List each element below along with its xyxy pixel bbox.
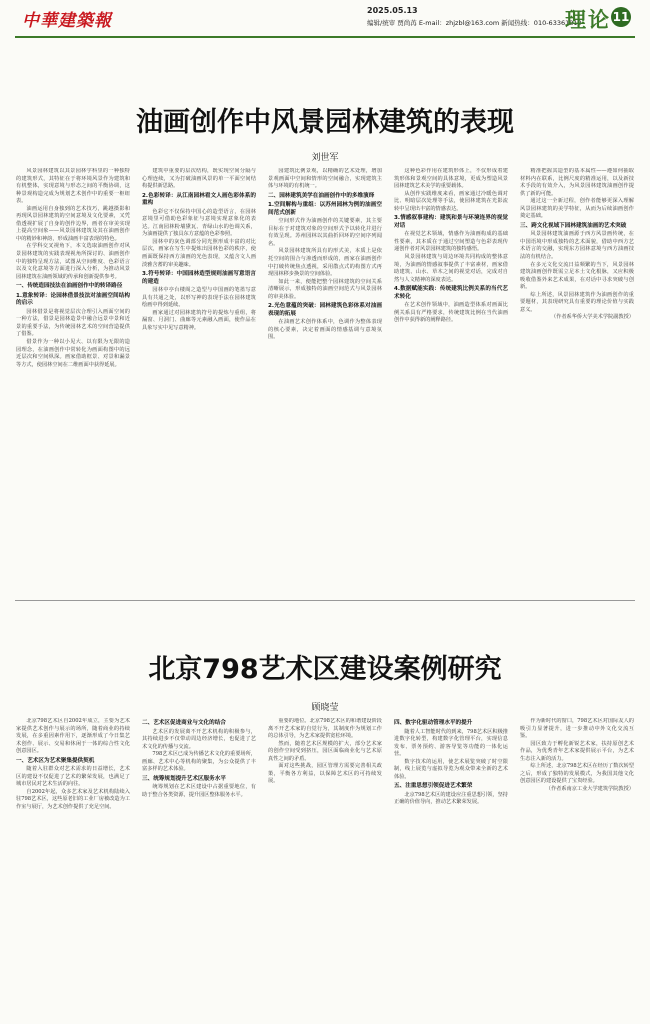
article-1-column xyxy=(16,168,130,588)
paragraph: 风景园林建筑以其景园林学科里的一种独特的建筑形式，其特征在于将环境风景作为建筑和有机整体，实现意境与形态之间的平衡协调，这种景观构造完成为规划艺术创作中的重要一枢纽表。 xyxy=(16,168,130,205)
section-heading: 一、传统造园技法在油画创作中的转译路径 xyxy=(16,283,123,290)
page-header xyxy=(0,0,650,44)
section-heading: 3.情感叙事建构：建筑和景与环境连界的视觉对话 xyxy=(394,215,508,229)
paragraph: 综上所述，风景园林建筑作为油画创作的重要题材，其表现研究具有重要的理论价值与实践意义。 xyxy=(520,291,634,313)
page-number-badge: 11 xyxy=(611,7,631,27)
paragraph: 自2002年起，众多艺术家及艺术机构陆续入驻798艺术区，这些原老旧的工业厂房被改造为工作室与展厅，为艺术创作提供了充足空间。 xyxy=(16,788,130,811)
article-2-title: 北京798艺术区建设案例研究 xyxy=(148,654,502,685)
author-note: （作者系华侨大学美术学院副教授） xyxy=(550,314,634,321)
paragraph: 风景园林建筑与周边环境共同构成的整体意境，为油画的情感叙事提供了丰富素材，画家借助建筑、山水、草木之间的视觉对话，完成对自然与人文精神的深度表达。 xyxy=(394,254,508,283)
paragraph: 风景园林建筑油画源于西方风景画传统，在中国语境中形成独特的艺术面貌，借助中西方艺术语言的交融，实现东方园林意境与西方油画技法的有机结合。 xyxy=(520,231,634,261)
paragraph: 园区致力于孵化新锐艺术家，扶持原创艺术作品，为优秀青年艺术家提供展示平台，为艺术生态注入新的活力。 xyxy=(520,740,634,762)
paragraph: 随着入驻群众对艺术需求的日益增长，艺术区的建设不仅促进了艺术的繁荣发展，也满足了城市居民对艺术生活的向往。 xyxy=(16,766,130,788)
paragraph: 随着人工智能时代的到来，798艺术区积极推进数字化转型，构建数字化管理平台，实现信息发布、票务预约、游客导览等功能的一体化运营。 xyxy=(394,728,508,758)
paragraph: 这种色彩作用在建筑形体上，不仅形成着建筑形体和景观空间的具体意境，更成为塑造风景园林建筑艺术美学的重要载体。 xyxy=(394,168,508,190)
paragraph: 油画运用自身独到的艺术技巧，跳越摄影和再现风景园林建筑的空间意境及文化要素，又凭借透视扩展了自身的创作边界，画者在审美实现上提高空间象——风景园林建筑及其在油画创作中的精妙和神韵，形成油画丰富表现的特色。 xyxy=(16,205,130,242)
article-2-column xyxy=(268,718,382,1014)
article-1-column xyxy=(394,168,508,588)
paragraph: 通过这一全新过程，创作者能够更深入理解风景园林建筑的美学特征，从而为后续油画创作奠定基础。 xyxy=(520,198,634,220)
article-2-author: 顾晓莹 xyxy=(311,703,339,713)
article-2-column xyxy=(520,718,634,1014)
section-heading: 3.符号转译：中国园林造型规则油画写意语言的建造 xyxy=(142,271,256,285)
article-1-title: 油画创作中风景园林建筑的表现 xyxy=(136,107,514,138)
paragraph: 在艺术创作领域中，油画造型体系对画面比例关系具有严格要求，传统建筑比例在当代油画创作中获得新的阐释路径。 xyxy=(394,302,508,324)
paragraph: 如此一来，便能把整个园林建筑的空间关系清晰展示，形成独特的油画空间范式与风景园林的审美体验。 xyxy=(268,278,382,300)
paragraph: 建筑中重要的层次结构，既实现空间分隔与心理连续，又为打破油画风景的单一平面空间结构提供新思路。 xyxy=(142,168,256,190)
header-rule xyxy=(15,36,635,38)
paragraph: 园林中的灰色调部分同光照形成丰富的对比层次，画家在写生中提炼出园林色彩的秩序，使画面既保持西方油画的光色表现，又蕴含文人画淡雅含蓄的审美趣味。 xyxy=(142,238,256,268)
paragraph: 综上所述，北京798艺术区在经历了数次转型之后，形成了独特的发展模式，为我国其他文化创意园区的建设提供了宝贵经验。 xyxy=(520,763,634,785)
paragraph: 从创作实践维度来看，画家通过冷暖色调对比、明暗层次处理等手法，使园林建筑在光影流转中呈现出丰富的情感表达。 xyxy=(394,190,508,212)
section-heading: 二、艺术区促进商业与文化的结合 xyxy=(142,720,226,726)
paragraph: 在多元文化交流日益频繁的当下，风景园林建筑油画创作既需立足本土文化根脉，又应积极吸收借鉴外来艺术成果，在对话中寻求突破与创新。 xyxy=(520,261,634,291)
paragraph: 园林中亭台楼阁之造型与中国画的笔墨写意具有共通之处，以形写神的表现手法在园林建筑绘画中得到延续。 xyxy=(142,287,256,309)
editor-info: 编辑/统审 贾尚苒 E-mail：zhjzbl@163.com 新闻热线：010-63361819 xyxy=(367,19,582,27)
section-heading: 三、跨文化视域下园林建筑油画的艺术突破 xyxy=(520,222,627,229)
section-heading: 二、园林建筑美学在油画创作中的多维演绎 xyxy=(268,192,375,199)
article-1-author: 刘世军 xyxy=(311,153,339,163)
paragraph: 借景作为一种以小见大、以有限为无限的造园理念，在油画创作中常转化为画面构图中的远近层次和空间纵深。画家借助框景、对景和漏景等方式，使园林空间在二维画面中获得延展。 xyxy=(16,339,130,368)
issue-date: 2025.05.13 xyxy=(367,6,418,15)
paragraph: 重要的地位。北京798艺术区的和谐建设阶段离不开艺术家的自觉行为，其制度作为规划工作的总体引导，为艺术家提供宽松环境。 xyxy=(268,718,382,740)
paragraph: 在视觉艺术领域，情感作为油画构成的基础性要素，其本质在于通过空间塑造与色彩表现传递创作者对风景园林建筑的独特感悟。 xyxy=(394,231,508,253)
paragraph: 然而，随着艺术区规模的扩大，部分艺术家的创作空间受到挤压，园区面临商业化与艺术原真性之间的矛盾。 xyxy=(268,740,382,762)
article-1-body xyxy=(16,168,634,588)
section-title: 理论 xyxy=(565,8,611,32)
article-1-column xyxy=(142,168,256,588)
article-2-column xyxy=(16,718,130,1014)
section-heading: 一、艺术区为艺术聚集提供契机 xyxy=(16,757,95,764)
paragraph: 空间形式作为油画创作的关键要素，其主要目标在于对建筑对象的空间形式予以转化并进行有效呈现。苏州园林以其曲折回环的空间序列闻名。 xyxy=(268,218,382,247)
paragraph: 艺术区的发展离不开艺术机构的积极参与，其持续进步不仅带动周边经济增长，也促进了艺术文化的传播与交流。 xyxy=(142,728,256,750)
paragraph: 数字技术的运用，使艺术展览突破了时空限制，线上展览与虚拟导览为观众带来全新的艺术体验。 xyxy=(394,758,508,780)
article-2-column xyxy=(394,718,508,1014)
paragraph: 在油画艺术创作体系中，色调作为整体表现的核心要素，决定着画面的情感基调与意境氛围。 xyxy=(268,319,382,341)
paragraph: 园林借景是将视觉层次合理引入画面空间的一种方法，借景是园林造景中融合远景中景和近景的重要手法，为传统园林艺术的空间营造提供了借鉴。 xyxy=(16,308,130,338)
paragraph: 园建筑比例景观，以精确的艺术处理，增加景观画面中空间和情形的空间融合，实现建筑主体与环境的有机统一。 xyxy=(268,168,382,190)
paragraph: 798艺术区已成为传播艺术文化的重要场所，画廊、艺术中心等机构的聚集，为公众提供了丰富多样的艺术体验。 xyxy=(142,751,256,773)
section-heading: 2.色彩转译：从江南园林看文人画色彩体系的重构 xyxy=(142,192,256,207)
section-heading: 1.空间解构与重组：以苏州园林为例的油画空间范式创新 xyxy=(268,202,382,216)
article-divider xyxy=(15,600,635,601)
section-heading: 五、注重思想引领促进艺术繁荣 xyxy=(394,783,473,790)
paragraph: 画家通过对园林建筑符号的提炼与重组，将漏窗、月洞门、曲廊等元素融入画面，使作品在具象写实中见写意精神。 xyxy=(142,309,256,331)
article-1-column xyxy=(520,168,634,588)
author-note: （作者系南京工业大学建筑学院教授） xyxy=(545,785,634,792)
paragraph: 在学科交叉视角下，本文选取油画创作对风景园林建筑的实践表现视角所探讨的、油画创作中的独特呈现方法，试图从空间维度、色彩语言以及文化意境等方面进行深入分析，为推动风景园林建筑在油画领域的传承和创新提供参考。 xyxy=(16,243,130,280)
paragraph: 作为新时代的窗口，798艺术区对国际友人的吸引力显著提升，进一步推动中外文化交流互鉴。 xyxy=(520,718,634,740)
section-heading: 三、统筹规划提升艺术区服务水平 xyxy=(142,775,226,782)
paragraph: 色彩它不仅保持中国心的造型语言，在园林意境里可借助色彩象征与意境实现意象化的表达。江南园林粉墙黛瓦、青绿山水的色调关系，为油画提供了独具东方意蕴的色彩参照。 xyxy=(142,208,256,238)
section-heading: 四、数字化驱动管理水平的提升 xyxy=(394,720,473,726)
paragraph: 北京798艺术区自2002年成立，主要为艺术家提供艺术创作与展示的场所，随着商业的持续发展，在多重因素作用下，逐渐形成了今日集艺术创作、展示、交易和休闲于一体的综合性文化创意园区。 xyxy=(16,718,130,755)
section-heading: 2.光色意蕴的突破：园林建筑色彩体系对油画表现的拓展 xyxy=(268,303,382,317)
section-heading: 1.意象转译：论园林借景技法对油画空间结构的启示 xyxy=(16,292,130,307)
paragraph: 精准把握其造型的基本属性——遵如何抽取材料内在联系，比例尺度的精准运用，以及新技术手段的有效介入，为风景园林建筑油画创作提供了新的可能。 xyxy=(520,168,634,197)
article-2-column xyxy=(142,718,256,1014)
section-heading: 4.数据赋能实践：传统建筑比例关系的当代艺术转化 xyxy=(394,286,508,300)
paragraph: 风景园林建筑所具有的形式美，本质上是依托空间的围合与渗透而形成的，画家在油画创作中打破传统焦点透视，采用散点式的构图方式再现园林移步换景的空间体验。 xyxy=(268,248,382,278)
paragraph: 北京798艺术区的建设应注重思想引领，坚持正确的价值导向，推动艺术繁荣发展。 xyxy=(394,791,508,806)
article-2-body xyxy=(16,718,634,1014)
article-1-column xyxy=(268,168,382,588)
newspaper-logo: 中華建築報 xyxy=(22,11,112,31)
paragraph: 统筹规划在艺术区建设中占据重要地位，有助于整合各类资源，提升园区整体服务水平。 xyxy=(142,784,256,798)
paragraph: 面对这些挑战，园区管理方需要完善相关政策，平衡各方利益，以保障艺术区的可持续发展。 xyxy=(268,763,382,785)
